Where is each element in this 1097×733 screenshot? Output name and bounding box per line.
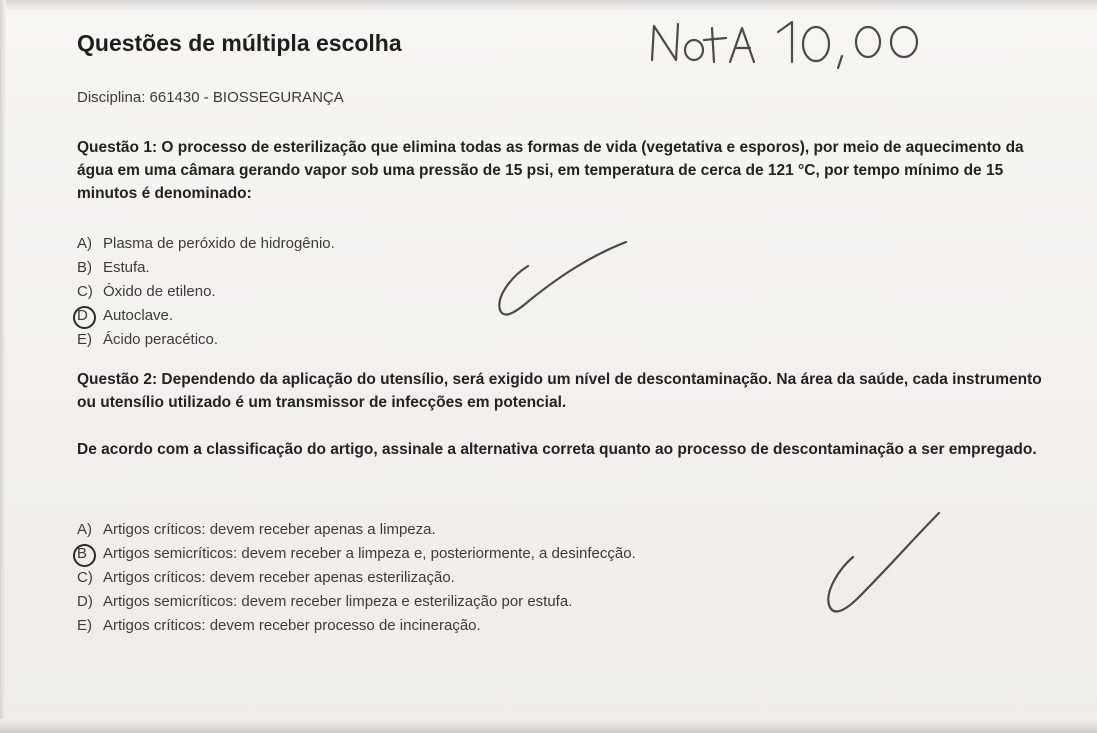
paper-edge-bottom <box>0 719 1097 733</box>
option-letter: C) <box>77 283 93 300</box>
q2-option-d[interactable] <box>77 590 636 614</box>
q1-option-e[interactable] <box>77 328 335 352</box>
checkmark-icon <box>815 505 945 620</box>
option-text: Óxido de etileno. <box>103 283 216 300</box>
option-letter: C) <box>77 569 93 586</box>
option-letter: B <box>77 542 103 566</box>
option-letter: E) <box>77 331 92 348</box>
option-letter: D) <box>77 593 93 610</box>
option-text: Artigos semicríticos: devem receber a limpeza e, posteriormente, a desinfecção. <box>103 545 636 562</box>
q2-option-c[interactable] <box>77 566 636 590</box>
discipline-label: Disciplina: 661430 - BIOSSEGURANÇA <box>77 89 344 106</box>
q1-option-a[interactable] <box>77 232 335 256</box>
option-text: Artigos críticos: devem receber processo de incineração. <box>103 617 481 634</box>
option-text: Artigos semicríticos: devem receber limpeza e esterilização por estufa. <box>103 593 573 610</box>
paper-edge-left <box>0 0 6 733</box>
q1-option-c[interactable] <box>77 280 335 304</box>
option-letter: B) <box>77 259 92 276</box>
option-text: Autoclave. <box>103 307 174 324</box>
checkmark-icon <box>490 236 630 321</box>
question-1-options <box>77 232 335 352</box>
q1-option-b[interactable] <box>77 256 335 280</box>
option-text: Artigos críticos: devem receber apenas a limpeza. <box>103 521 436 538</box>
option-text: Plasma de peróxido de hidrogênio. <box>103 235 335 252</box>
option-text: Estufa. <box>103 259 150 276</box>
q2-option-b-selected[interactable] <box>77 542 636 566</box>
question-2-text: Questão 2: Dependendo da aplicação do utensílio, será exigido um nível de descontaminação. Na área da saúde, cada instrumento ou utensílio utilizado é um transmissor de infecções em potencial. <box>77 371 1042 411</box>
option-letter: A) <box>77 235 92 252</box>
page-title: Questões de múltipla escolha <box>77 30 402 56</box>
handwritten-grade <box>646 12 936 72</box>
option-text: Ácido peracético. <box>103 331 219 348</box>
q1-option-d-selected[interactable] <box>77 304 335 328</box>
paper-edge-top <box>0 0 1097 10</box>
option-text: Artigos críticos: devem receber apenas esterilização. <box>103 569 455 586</box>
question-2-prompt: De acordo com a classificação do artigo, assinale a alternativa correta quanto ao processo de descontaminação a ser empregado. <box>77 441 1037 458</box>
question-2-options <box>77 518 636 638</box>
q2-option-e[interactable] <box>77 614 636 638</box>
q2-option-a[interactable] <box>77 518 636 542</box>
question-1-text: Questão 1: O processo de esterilização que elimina todas as formas de vida (vegetativa e esporos), por meio de aquecimento da água em uma câmara gerando vapor sob uma pressão de 15 psi, em temperatura de cerca de 121 °C, por tempo mínimo de 15 minutos é denominado: <box>77 139 1024 202</box>
option-letter: E) <box>77 617 92 634</box>
option-letter: A) <box>77 521 92 538</box>
option-letter: D <box>77 304 103 328</box>
